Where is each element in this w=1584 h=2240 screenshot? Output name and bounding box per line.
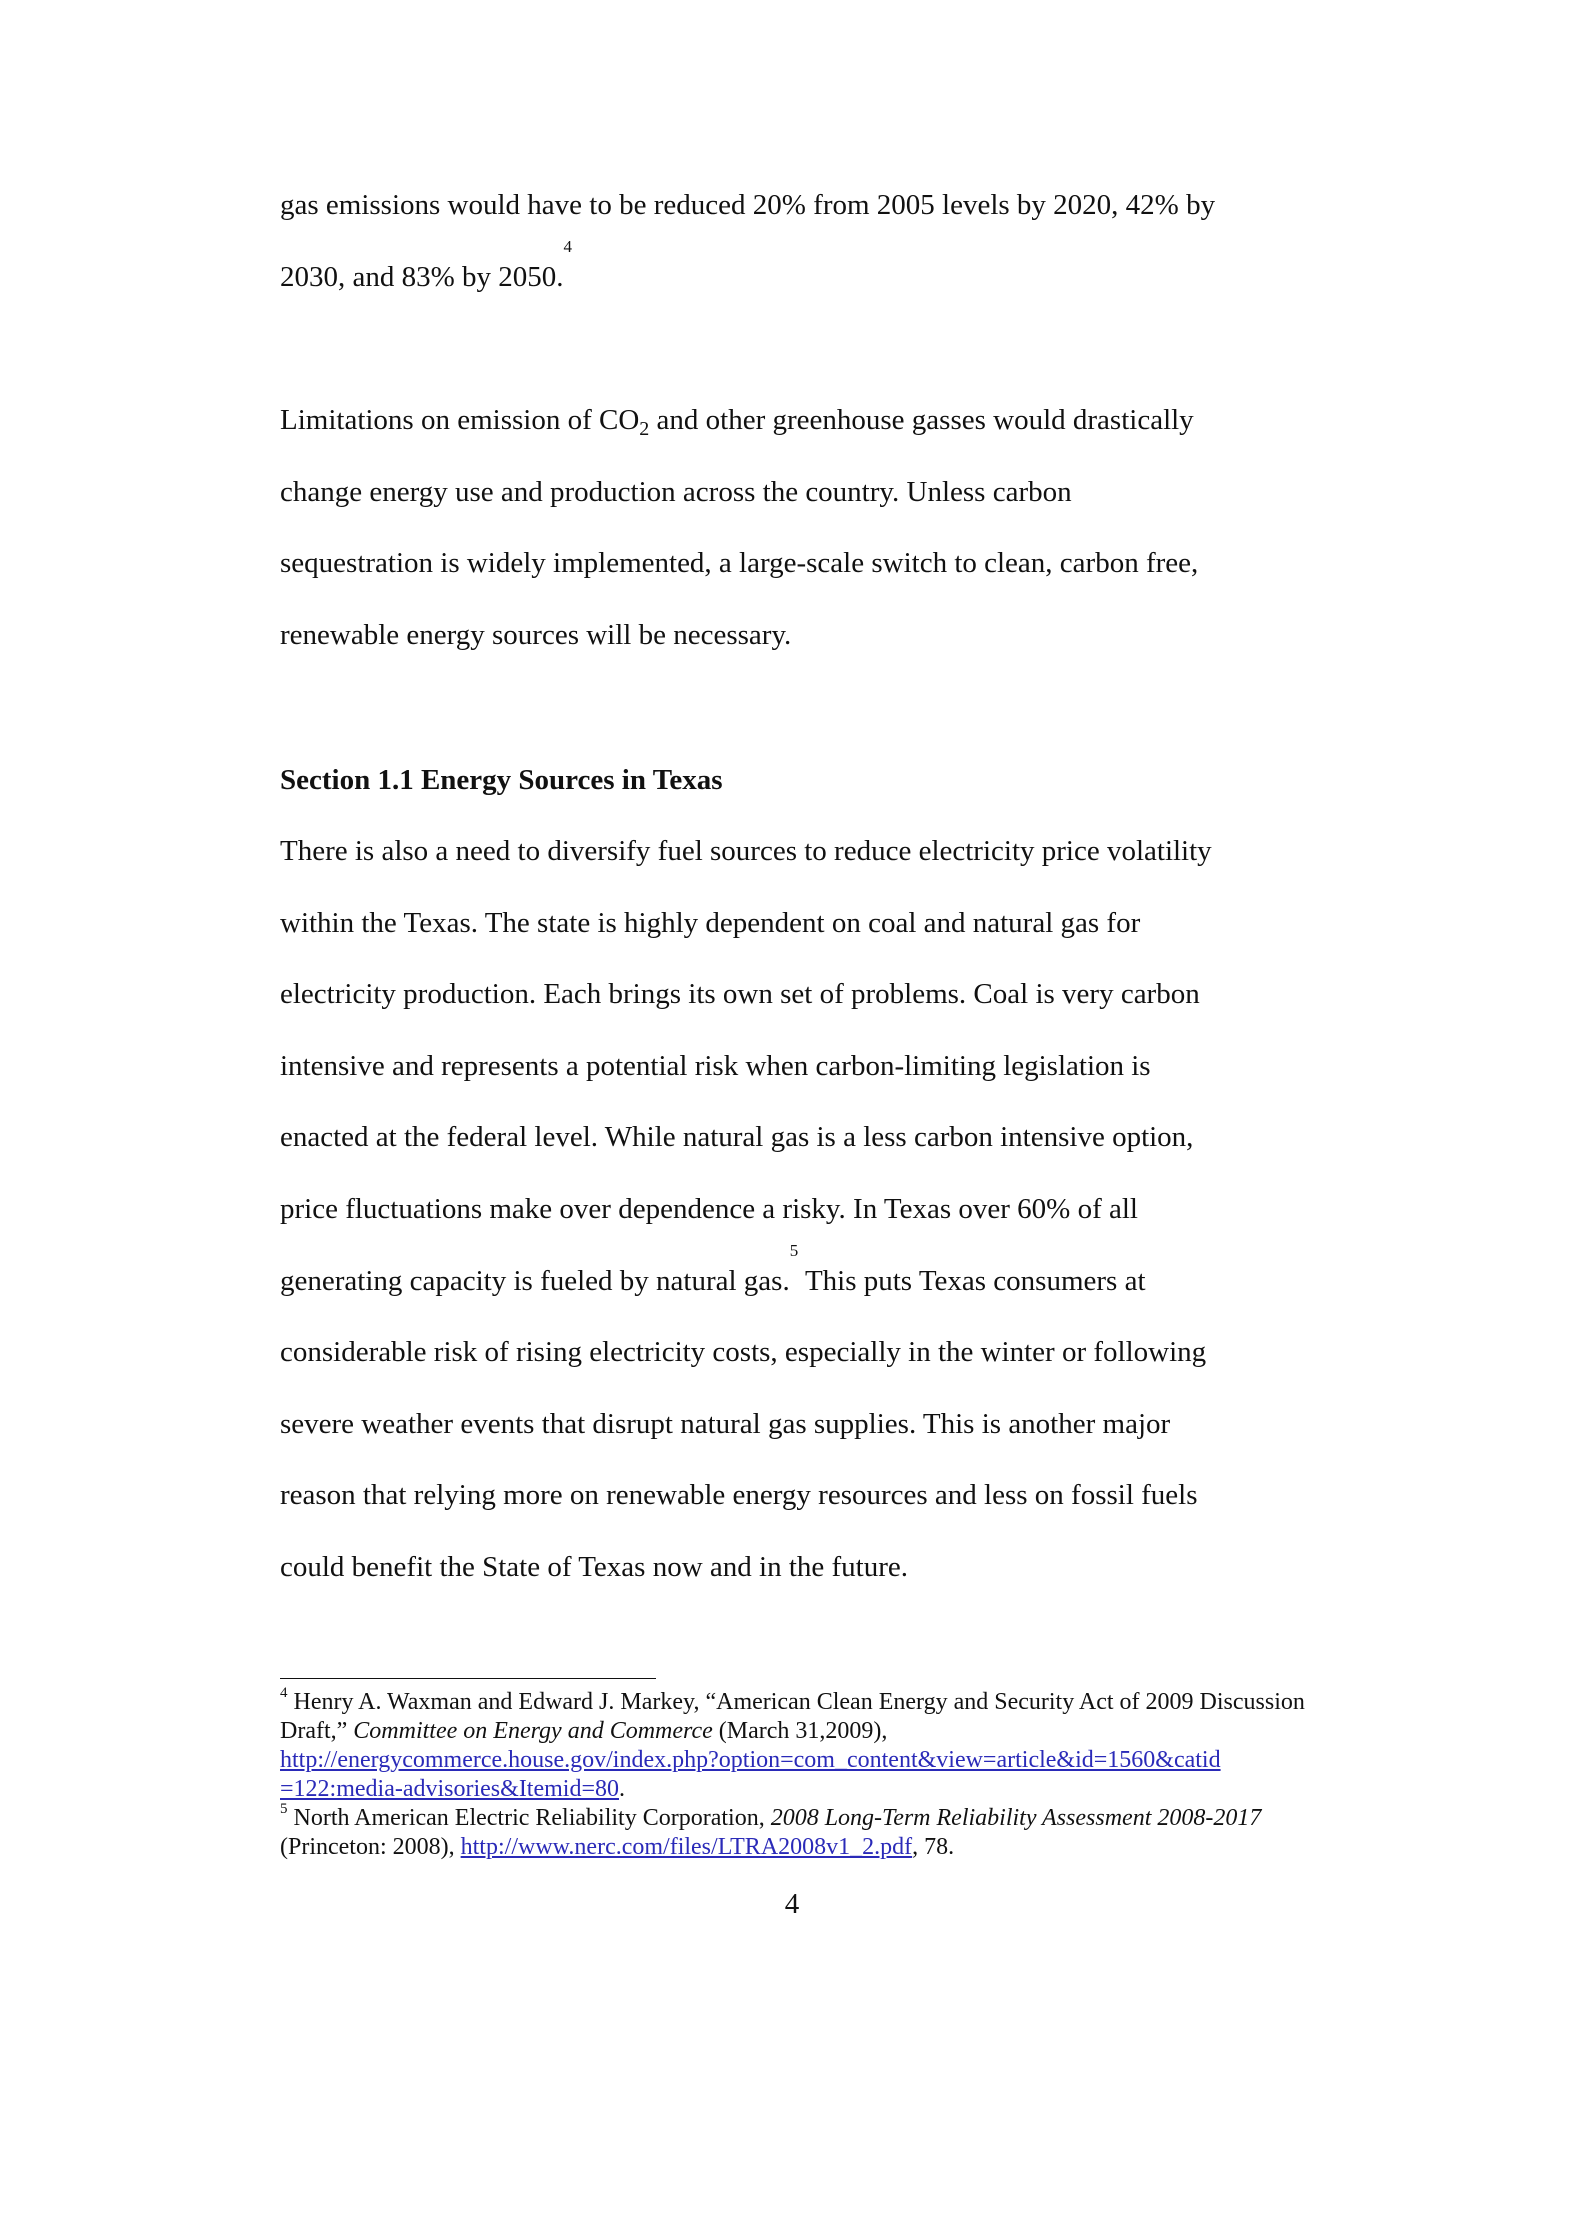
paragraph-1-text: gas emissions would have to be reduced 20% from 2005 levels by 2020, 42% by 2030, and 83% by 2050.: [280, 189, 1216, 293]
paragraph-2: [280, 385, 1320, 671]
footnote-4: [280, 1685, 1330, 1804]
page-number: 4: [784, 1888, 800, 1920]
footnote-separator: [280, 1678, 656, 1679]
footnote-4-link-line-1[interactable]: http://energycommerce.house.gov/index.php?option=com_content&view=article&id=1560&catid: [280, 1747, 1221, 1773]
footnote-5-publisher: (Princeton: 2008),: [280, 1834, 461, 1860]
paragraph-2-text-rest: and other greenhouse gasses would drastically change energy use and production across the country. Unless carbon sequestration is widely implemented, a large-scale switch to clean, carbon free, renewable energy sources will be necessary.: [280, 404, 1199, 651]
footnotes: [280, 1685, 1330, 1862]
footnote-5-link[interactable]: http://www.nerc.com/files/LTRA2008v1_2.pdf: [460, 1834, 913, 1860]
section-heading: Section 1.1 Energy Sources in Texas: [280, 764, 723, 796]
footnote-ref-5[interactable]: 5: [789, 1240, 799, 1260]
footnote-5-publication: 2008 Long-Term Reliability Assessment 2008-2017: [770, 1805, 1262, 1831]
footnote-5-end: , 78.: [912, 1834, 955, 1860]
paragraph-2-text-start: Limitations on emission of CO: [280, 404, 640, 436]
footnote-4-link-line-2[interactable]: =122:media-advisories&Itemid=80: [280, 1776, 619, 1802]
paragraph-1: [280, 170, 1320, 313]
footnote-5: [280, 1801, 1330, 1862]
paragraph-3-text-start: There is also a need to diversify fuel sources to reduce electricity price volatility within the Texas. The state is highly dependent on coal and natural gas for electricity production. Each brings its own set of problems. Coal is very carbon intensive and represents a potential risk when carbon-limiting legislation is enacted at the federal level. While natural gas is a less carbon intensive option, price fluctuations make over dependence a risky. In Texas over 60% of all generating capacity is fueled by natural gas.: [280, 835, 1212, 1297]
footnote-ref-4[interactable]: 4: [563, 236, 573, 256]
footnote-4-end: .: [619, 1776, 625, 1802]
footnote-5-number: 5: [280, 1801, 288, 1817]
footnote-4-number: 4: [280, 1685, 288, 1701]
paragraph-3: [280, 816, 1320, 1604]
footnote-4-publication: Committee on Energy and Commerce: [353, 1718, 713, 1744]
footnote-4-date: (March 31,2009),: [712, 1718, 888, 1744]
footnote-5-text: North American Electric Reliability Corporation,: [287, 1805, 771, 1831]
paragraph-3-text-rest: This puts Texas consumers at considerable risk of rising electricity costs, especially in the winter or following severe weather events that disrupt natural gas supplies. This is another major reason that relying more on renewable energy resources and less on fossil fuels could benefit the State of Texas now and in the future.: [280, 1264, 1207, 1583]
co2-subscript: 2: [639, 418, 650, 440]
footnote-4-link[interactable]: [280, 1747, 1221, 1802]
footnote-4-text: Henry A. Waxman and Edward J. Markey, “American Clean Energy and Security Act of 2009 Discussion Draft,”: [280, 1689, 1305, 1744]
